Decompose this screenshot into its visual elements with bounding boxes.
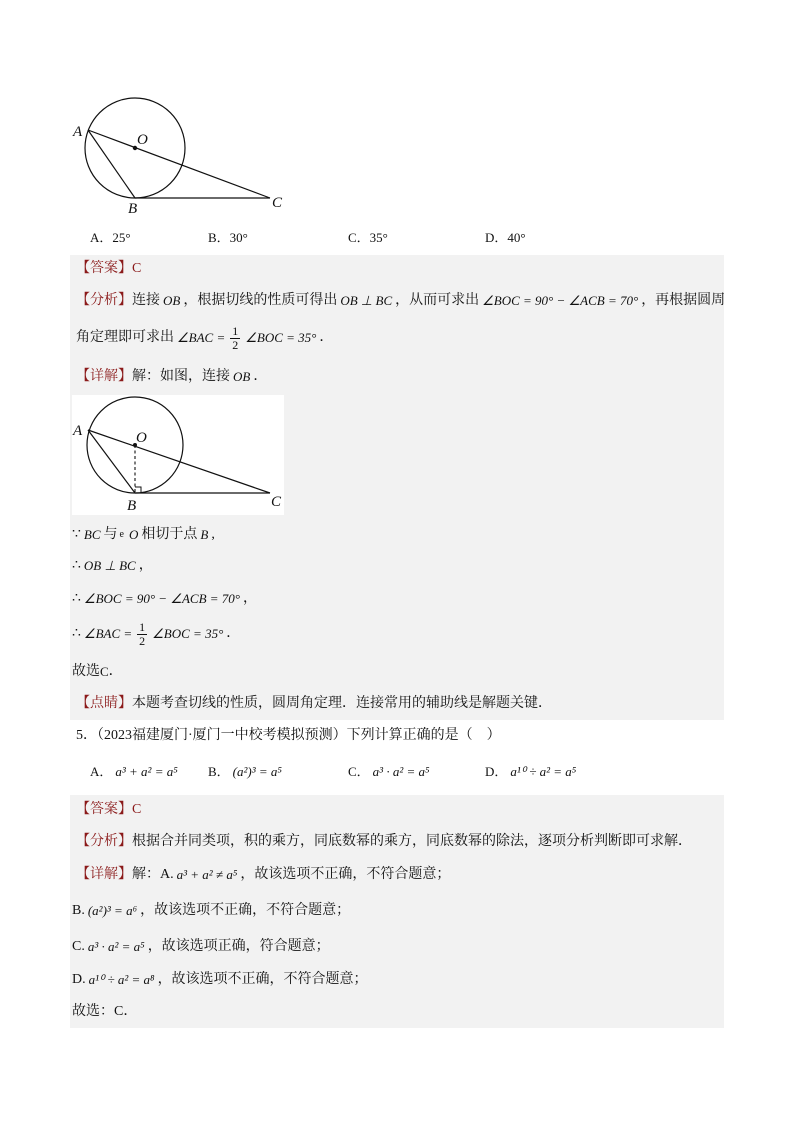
option-letter: C．	[348, 230, 370, 245]
math-expr: ∠BOC = 90° − ∠ACB = 70°	[83, 591, 240, 606]
q4-option-b	[208, 228, 248, 248]
comment-tag: 【点睛】	[76, 696, 132, 711]
math-expr: O	[129, 527, 139, 542]
step-text: ，	[138, 558, 153, 573]
segment-ac	[88, 130, 270, 198]
q4-conclusion	[72, 662, 123, 682]
segment-ab	[88, 130, 135, 198]
fraction-numerator: 1	[232, 323, 239, 338]
conclusion-text: ．	[108, 664, 123, 679]
step-symbol: ∴	[72, 591, 81, 606]
math-expr: a¹⁰ ÷ a² = a⁸	[88, 972, 155, 987]
step-text: ．	[226, 626, 241, 641]
math-expr: ∠BAC =	[177, 330, 226, 345]
analysis-text: ，从而可求出	[395, 293, 480, 308]
detail-text: ，故该选项不正确，不符合题意；	[157, 972, 368, 987]
option-letter: C．	[348, 764, 370, 779]
answer-value: C	[132, 802, 142, 817]
math-expr: OB	[233, 369, 251, 384]
answer-tag: 【答案】	[76, 261, 132, 276]
detail-prefix: B.	[72, 903, 85, 918]
circle-tangent-figure-with-radius	[72, 395, 284, 515]
q5-detail-line-d	[72, 970, 368, 990]
detail-text: ，故该选项正确，符合题意；	[147, 939, 330, 954]
q5-answer-line	[76, 800, 141, 820]
comment-text: 本题考查切线的性质，圆周角定理．连接常用的辅助线是解题关键．	[132, 696, 552, 711]
circle-tangent-figure	[70, 92, 292, 216]
analysis-tag: 【分析】	[76, 293, 132, 308]
math-expr: ∠BOC = 35°	[152, 626, 224, 641]
q5-option-b	[208, 762, 285, 782]
math-expr: ∠BOC = 90° − ∠ACB = 70°	[482, 293, 639, 308]
conclusion-text: 故选	[72, 664, 100, 679]
answer-tag: 【答案】	[76, 802, 132, 817]
q4-analysis-line-1	[76, 291, 725, 311]
analysis-text: 连接	[132, 293, 160, 308]
option-value: 25°	[112, 230, 131, 245]
q4-step-2	[72, 556, 153, 576]
option-letter: A．	[90, 230, 113, 245]
option-expr: (a²)³ = a⁵	[232, 764, 282, 779]
math-expr: OB	[163, 293, 181, 308]
q5-option-d	[485, 762, 579, 782]
math-expr: a³ · a² = a⁵	[87, 939, 145, 954]
q4-option-c	[348, 228, 388, 248]
conclusion-letter: C	[100, 664, 109, 679]
math-expr: (a²)³ = a⁶	[87, 903, 138, 918]
label-a: A	[73, 423, 83, 439]
q4-comment	[76, 694, 552, 714]
q4-step-3	[72, 589, 257, 609]
detail-text: ，故该选项不正确，不符合题意；	[140, 903, 351, 918]
circle-symbol: e	[119, 529, 124, 540]
q4-step-4	[72, 620, 240, 648]
option-letter: B．	[208, 230, 230, 245]
analysis-text: ，根据切线的性质可得出	[183, 293, 338, 308]
option-value: 40°	[507, 230, 526, 245]
detail-tag: 【详解】	[76, 369, 132, 384]
label-b: B	[128, 201, 138, 216]
fraction	[137, 621, 147, 648]
analysis-text: 角定理即可求出	[76, 330, 174, 345]
q5-question	[76, 726, 501, 746]
q5-detail-line-a	[76, 865, 450, 885]
step-text: ,	[211, 527, 215, 542]
step-symbol: ∴	[72, 626, 81, 641]
math-expr: B	[200, 527, 209, 542]
q5-option-c	[348, 762, 433, 782]
q4-detail-intro	[76, 367, 267, 387]
analysis-tag: 【分析】	[76, 834, 132, 849]
math-expr: ∠BAC =	[83, 626, 133, 641]
fraction-numerator: 1	[139, 619, 146, 634]
detail-prefix: 解：A.	[132, 867, 174, 882]
analysis-text: ，再根据圆周	[641, 293, 726, 308]
step-text: ，	[243, 591, 257, 606]
detail-text: ，故该选项不正确，不符合题意；	[240, 867, 451, 882]
answer-value: C	[132, 261, 142, 276]
label-a: A	[73, 124, 83, 140]
option-value: 35°	[369, 230, 388, 245]
figure-background	[72, 395, 284, 515]
option-expr: a¹⁰ ÷ a² = a⁵	[510, 764, 577, 779]
analysis-text: ．	[319, 330, 334, 345]
math-expr: ∠BOC = 35°	[245, 330, 317, 345]
q4-analysis-line-2	[76, 324, 333, 352]
math-expr: BC	[83, 527, 101, 542]
label-c: C	[271, 494, 282, 510]
math-expr: OB ⊥ BC	[340, 293, 393, 308]
label-o: O	[136, 430, 147, 446]
math-expr: a³ + a² ≠ a⁵	[176, 867, 238, 882]
option-expr: a³ + a² = a⁵	[115, 764, 178, 779]
step-text: 与	[103, 527, 118, 542]
label-o: O	[137, 132, 148, 148]
math-expr: OB ⊥ BC	[83, 558, 136, 573]
fraction-denominator: 2	[232, 337, 239, 352]
detail-text: ．	[253, 369, 268, 384]
q5-option-a	[90, 762, 181, 782]
analysis-text: 根据合并同类项，积的乘方，同底数幂的乘方，同底数幂的除法，逐项分析判断即可求解．	[132, 834, 692, 849]
option-letter: B．	[208, 764, 230, 779]
q4-option-d	[485, 228, 526, 248]
detail-prefix: D.	[72, 972, 86, 987]
step-symbol: ∴	[72, 558, 81, 573]
option-letter: D．	[485, 764, 508, 779]
detail-text: 解：如图，连接	[132, 369, 230, 384]
q5-conclusion	[72, 1002, 137, 1022]
detail-tag: 【详解】	[76, 867, 132, 882]
step-text: 相切于点	[141, 527, 198, 542]
option-letter: D．	[485, 230, 508, 245]
question-text: 5．（2023福建厦门·厦门一中校考模拟预测）下列计算正确的是（ ）	[76, 728, 501, 743]
step-symbol: ∵	[72, 527, 81, 542]
label-c: C	[272, 195, 283, 211]
option-expr: a³ · a² = a⁵	[372, 764, 430, 779]
fraction	[230, 325, 240, 352]
q4-option-a	[90, 228, 131, 248]
option-letter: A．	[90, 764, 113, 779]
fraction-denominator: 2	[139, 633, 146, 648]
q4-step-1	[72, 525, 215, 545]
q5-detail-line-b	[72, 901, 350, 921]
q4-answer-line	[76, 259, 141, 279]
conclusion-text: 故选：C．	[72, 1004, 138, 1019]
q5-analysis-line	[76, 832, 692, 852]
option-value: 30°	[229, 230, 248, 245]
detail-prefix: C.	[72, 939, 85, 954]
q5-detail-line-c	[72, 937, 330, 957]
label-b: B	[127, 498, 137, 514]
